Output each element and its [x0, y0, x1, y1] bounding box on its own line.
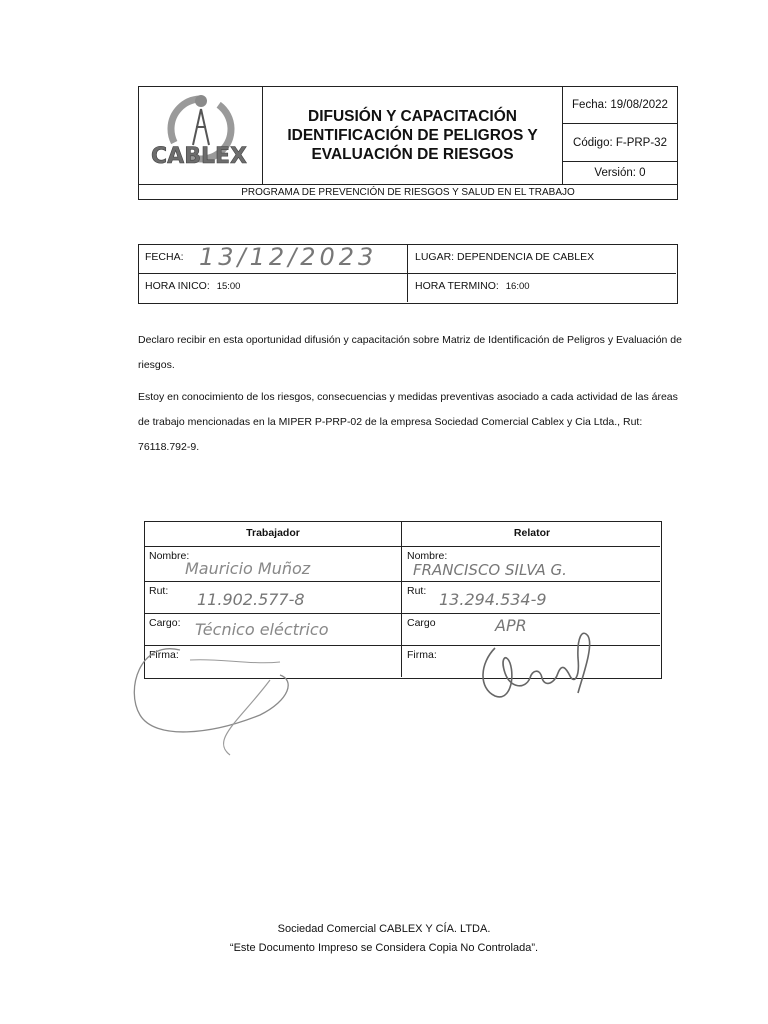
worker-nombre-handwritten: Mauricio Muñoz	[185, 559, 311, 578]
worker-rut-label: Rut:	[149, 585, 169, 597]
meta-codigo: Código: F-PRP-32	[563, 124, 677, 162]
session-info-table	[138, 244, 678, 304]
hora-termino-label: HORA TERMINO:	[415, 280, 499, 292]
knowledge-paragraph: Estoy en conocimiento de los riesgos, consecuencias y medidas preventivas asociado a cada actividad de las áreas de trabajo mencionadas en la MIPER P-PRP-02 de la empresa Sociedad Comercial Cablex y Cia Ltda., Rut: 76118.792-9.	[138, 391, 678, 453]
fecha-label: FECHA:	[145, 251, 184, 263]
meta-version: Versión: 0	[594, 167, 646, 179]
worker-firma-label: Firma:	[149, 649, 179, 661]
worker-nombre-label: Nombre:	[149, 550, 190, 562]
worker-cargo-label: Cargo:	[149, 617, 181, 629]
worker-signature-icon	[120, 620, 320, 760]
fecha-cell	[139, 245, 407, 273]
relator-nombre-cell	[403, 547, 661, 581]
lugar-value: DEPENDENCIA DE CABLEX	[457, 251, 595, 263]
relator-signature-icon	[470, 618, 610, 708]
hora-termino-cell	[409, 274, 677, 302]
lugar-label: LUGAR:	[415, 251, 455, 263]
footer-company: Sociedad Comercial CABLEX Y CÍA. LTDA.	[277, 923, 491, 935]
hora-inicio-value: 15:00	[216, 281, 241, 292]
fecha-handwritten: 13/12/2023	[199, 243, 378, 271]
worker-cargo-handwritten: Técnico eléctrico	[195, 620, 329, 639]
table-divider	[407, 245, 408, 302]
relator-rut-cell	[403, 582, 661, 613]
worker-nombre-cell	[145, 547, 401, 581]
document-title	[263, 87, 563, 184]
relator-rut-label: Rut:	[407, 585, 427, 597]
declaration-paragraph: Declaro recibir en esta oportunidad difusión y capacitación sobre Matriz de Identificación de Peligros y Evaluación de riesgos.	[138, 334, 682, 371]
cablex-logo-icon	[139, 87, 261, 182]
title-line-3: EVALUACIÓN DE RIESGOS	[311, 146, 514, 163]
relator-firma-label: Firma:	[407, 649, 437, 661]
title-line-1: DIFUSIÓN Y CAPACITACIÓN	[308, 108, 517, 125]
relator-cargo-handwritten: APR	[495, 616, 527, 635]
relator-column-header: Relator	[513, 527, 551, 539]
worker-rut-handwritten: 11.902.577-8	[197, 590, 305, 609]
worker-rut-cell	[145, 582, 401, 613]
lugar-cell	[409, 245, 677, 273]
meta-fecha: Fecha: 19/08/2022	[563, 87, 677, 124]
hora-termino-value: 16:00	[505, 281, 530, 292]
document-meta	[563, 87, 677, 184]
footer-disclaimer: “Este Documento Impreso se Considera Copia No Controlada”.	[229, 942, 539, 954]
relator-nombre-label: Nombre:	[407, 550, 448, 562]
hora-inicio-label: HORA INICO:	[145, 280, 210, 292]
logo-text: CABLEX	[151, 144, 247, 169]
relator-rut-handwritten: 13.294.534-9	[439, 590, 547, 609]
worker-column-header: Trabajador	[246, 527, 300, 539]
relator-nombre-handwritten: FRANCISCO SILVA G.	[413, 561, 567, 579]
company-logo	[139, 87, 263, 184]
program-title: PROGRAMA DE PREVENCIÓN DE RIESGOS Y SALUD EN EL TRABAJO	[139, 184, 677, 199]
document-footer	[0, 920, 768, 958]
document-header	[138, 86, 678, 200]
relator-cargo-label: Cargo	[407, 617, 436, 629]
hora-inicio-cell	[139, 274, 407, 302]
title-line-2: IDENTIFICACIÓN DE PELIGROS Y	[287, 127, 538, 144]
